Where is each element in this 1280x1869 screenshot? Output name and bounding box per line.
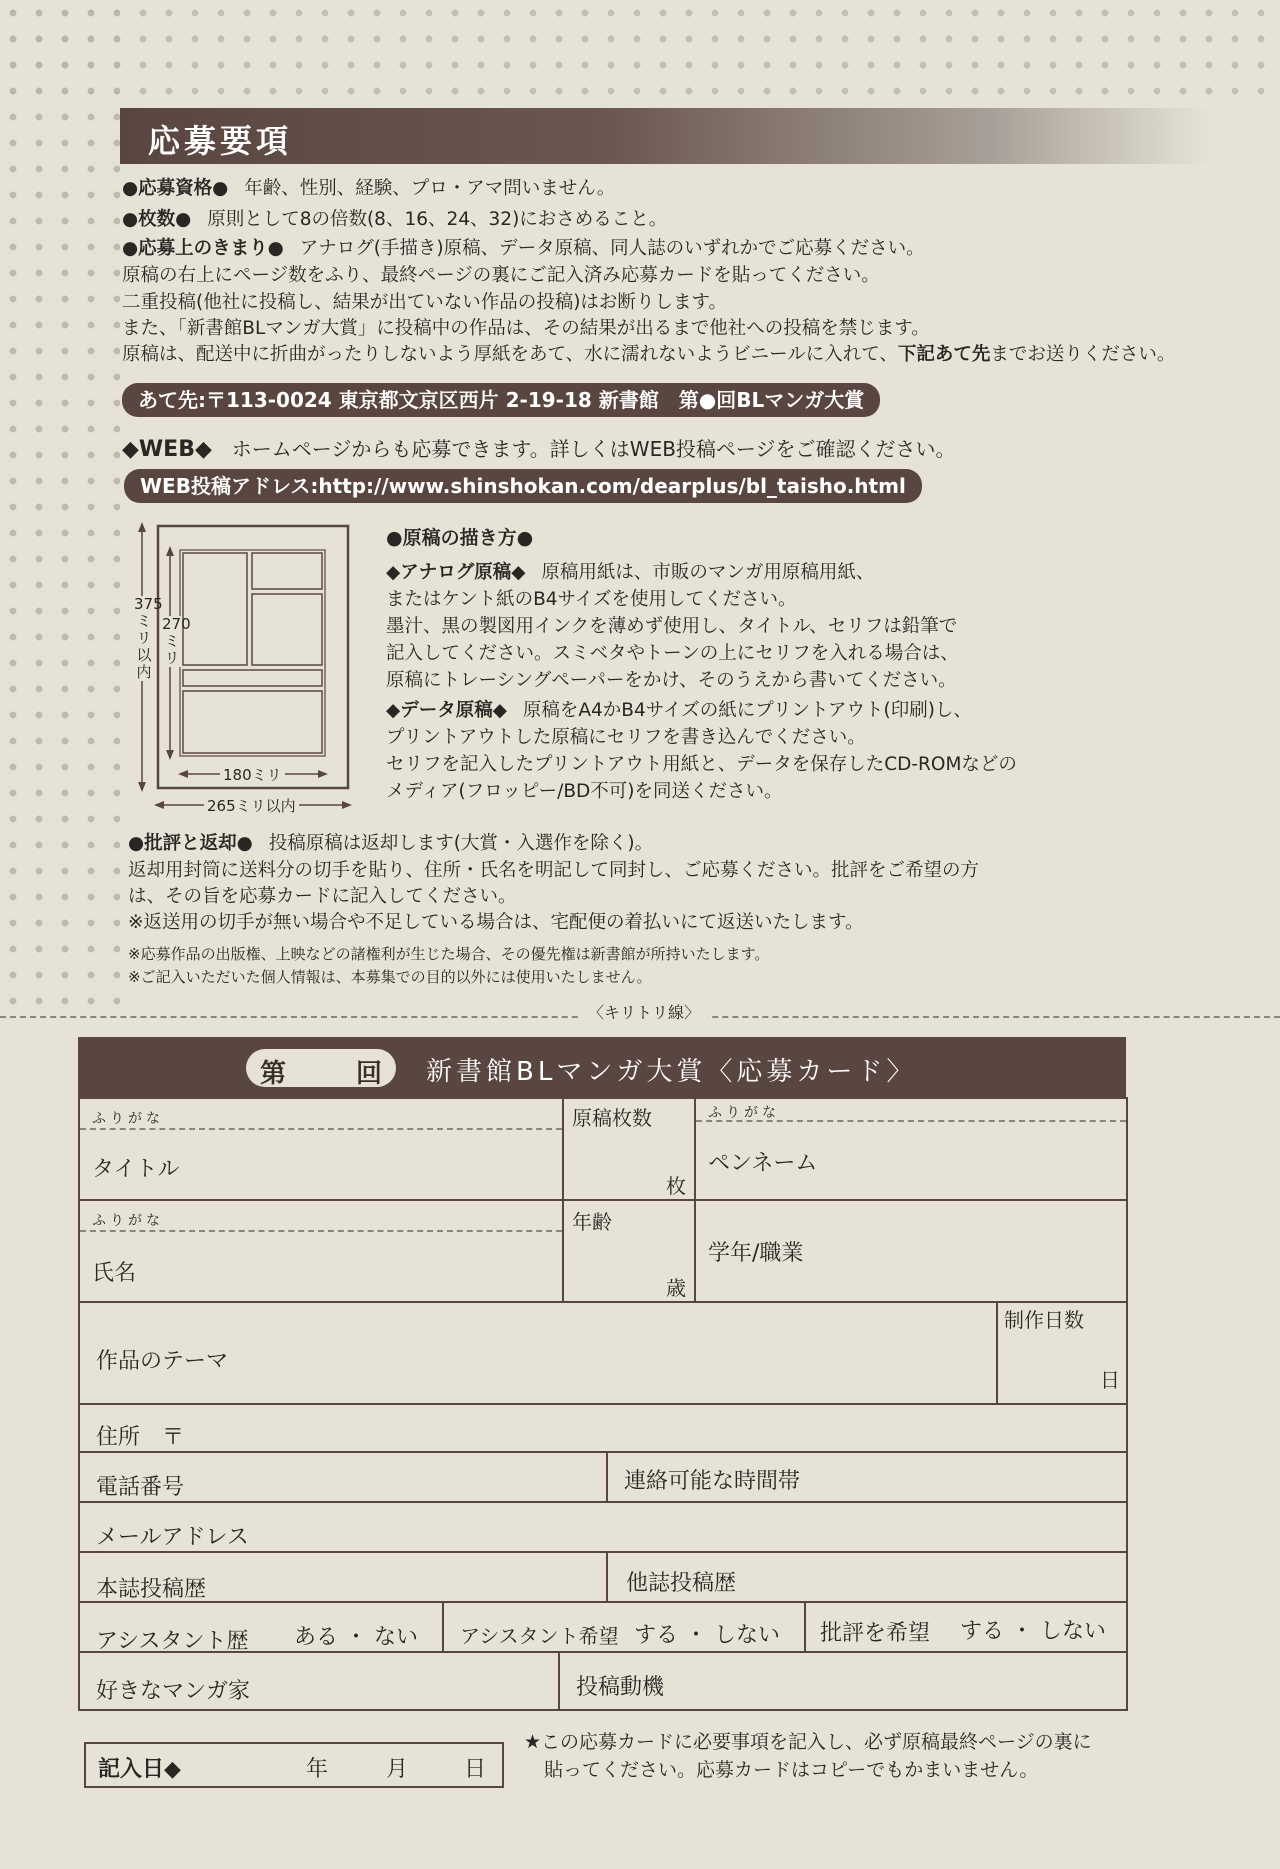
date-month: 月 bbox=[386, 1757, 409, 1782]
data-line-1: ◆データ原稿◆ 原稿をA4かB4サイズの紙にプリントアウト(印刷)し、 bbox=[386, 700, 972, 721]
eligibility-text: 年齢、性別、経験、プロ・アマ問いません。 bbox=[244, 178, 616, 199]
web-label: ◆WEB◆ bbox=[122, 437, 212, 462]
analog-line-4: 記入してください。スミベタやトーンの上にセリフを入れる場合は、 bbox=[386, 643, 959, 664]
assistant-wish-label: アシスタント希望 bbox=[460, 1624, 619, 1648]
requirements-title: 応募要項 bbox=[148, 122, 293, 160]
requirements-header bbox=[120, 108, 1210, 164]
data-line-4: メディア(フロッピー/BD不可)を同送ください。 bbox=[386, 781, 783, 802]
title-furigana: ふりがな bbox=[92, 1111, 164, 1127]
email-label: メールアドレス bbox=[96, 1525, 249, 1550]
card-notice-1: ★この応募カードに必要事項を記入し、必ず原稿最終ページの裏に bbox=[524, 1731, 1092, 1753]
outer-height-label: 375ミリ以内 bbox=[134, 595, 163, 681]
date-day: 日 bbox=[464, 1757, 487, 1782]
cut-line-label: 〈キリトリ線〉 bbox=[580, 1000, 708, 1023]
phone-label: 電話番号 bbox=[96, 1475, 185, 1500]
pages-label: ●枚数● bbox=[122, 209, 192, 230]
web-address-banner[interactable]: WEB投稿アドレス:http://www.shinshokan.com/dearplus/bl_taisho.html bbox=[124, 469, 922, 503]
analog-line-2: またはケント紙のB4サイズを使用してください。 bbox=[386, 589, 797, 610]
occupation-label: 学年/職業 bbox=[708, 1241, 804, 1266]
analog-line-1: ◆アナログ原稿◆ 原稿用紙は、市販のマンガ用原稿用紙、 bbox=[386, 562, 875, 583]
rules-line-2: 原稿の右上にページ数をふり、最終ページの裏にご記入済み応募カードを貼ってください。 bbox=[122, 265, 880, 286]
favorite-label: 好きなマンガ家 bbox=[96, 1679, 251, 1704]
pages-unit: 枚 bbox=[666, 1174, 686, 1198]
assistant-wish-options[interactable]: する ・ しない bbox=[634, 1623, 780, 1648]
note-2: ※ご記入いただいた個人情報は、本募集での目的以外には使用いたしません。 bbox=[128, 968, 652, 986]
age-label: 年齢 bbox=[572, 1210, 612, 1234]
return-line-3: は、その旨を応募カードに記入してください。 bbox=[128, 886, 517, 907]
web-line bbox=[122, 436, 956, 464]
inner-width-label: 180ミリ bbox=[220, 764, 285, 785]
title-label: タイトル bbox=[92, 1157, 180, 1182]
penname-furigana: ふりがな bbox=[708, 1105, 780, 1121]
history-other-label: 他誌投稿歴 bbox=[626, 1571, 737, 1596]
assistant-label: アシスタント歴 bbox=[96, 1629, 249, 1654]
contact-time-label: 連絡可能な時間帯 bbox=[624, 1469, 801, 1494]
card-title: 新書館BLマンガ大賞〈応募カード〉 bbox=[426, 1057, 917, 1087]
data-line-3: セリフを記入したプリントアウト用紙と、データを保存したCD-ROMなどの bbox=[386, 754, 1017, 775]
web-text: ホームページからも応募できます。詳しくはWEB投稿ページをご確認ください。 bbox=[231, 437, 956, 461]
note-1: ※応募作品の出版権、上映などの諸権利が生じた場合、その優先権は新書館が所持いたします。 bbox=[128, 945, 770, 963]
penname-label: ペンネーム bbox=[708, 1151, 818, 1176]
assistant-options[interactable]: ある ・ ない bbox=[294, 1625, 418, 1650]
history-this-label: 本誌投稿歴 bbox=[96, 1577, 207, 1602]
eligibility-line bbox=[122, 176, 615, 202]
outer-width-label: 265ミリ以内 bbox=[204, 795, 299, 816]
edition-pill: 第 回 bbox=[246, 1049, 396, 1087]
name-label: 氏名 bbox=[92, 1261, 137, 1286]
rules-line-5: 原稿は、配送中に折曲がったりしないよう厚紙をあて、水に濡れないようビニールに入れて、下記あて先までお送りください。 bbox=[122, 344, 1176, 365]
address-label: 住所 〒 bbox=[96, 1425, 185, 1450]
critique-label: 批評を希望 bbox=[820, 1621, 931, 1646]
return-line-4: ※返送用の切手が無い場合や不足している場合は、宅配便の着払いにて返送いたします。 bbox=[128, 912, 864, 933]
card-header bbox=[78, 1037, 1126, 1099]
address-banner: あて先:〒113-0024 東京都文京区西片 2-19-18 新書館 第●回BLマンガ大賞 bbox=[122, 383, 880, 417]
analog-line-5: 原稿にトレーシングペーパーをかけ、そのうえから書いてください。 bbox=[386, 670, 957, 691]
rules-line-4: また、「新書館BLマンガ大賞」に投稿中の作品は、その結果が出るまで他社への投稿を禁じます。 bbox=[122, 318, 930, 339]
analog-line-3: 墨汁、黒の製図用インクを薄めず使用し、タイトル、セリフは鉛筆で bbox=[386, 616, 958, 637]
critique-options[interactable]: する ・ しない bbox=[960, 1619, 1106, 1644]
address-field[interactable] bbox=[78, 1403, 1128, 1453]
rules-line-3: 二重投稿(他社に投稿し、結果が出ていない作品の投稿)はお断りします。 bbox=[122, 292, 727, 313]
card-notice-2: 貼ってください。応募カードはコピーでもかまいません。 bbox=[544, 1759, 1039, 1781]
name-furigana: ふりがな bbox=[92, 1213, 164, 1229]
inner-height-label: 270ミリ bbox=[162, 615, 191, 667]
rules-line bbox=[122, 236, 925, 262]
pages-line bbox=[122, 207, 667, 233]
eligibility-label: ●応募資格● bbox=[122, 178, 229, 199]
theme-label: 作品のテーマ bbox=[96, 1349, 229, 1374]
date-label: 記入日◆ bbox=[98, 1757, 181, 1782]
data-line-2: プリントアウトした原稿にセリフを書き込んでください。 bbox=[386, 727, 866, 748]
rules-label: ●応募上のきまり● bbox=[122, 238, 284, 259]
draw-title: ●原稿の描き方● bbox=[386, 527, 534, 549]
pages-text: 原則として8の倍数(8、16、24、32)におさめること。 bbox=[207, 209, 668, 230]
date-year: 年 bbox=[306, 1757, 329, 1782]
pages-label: 原稿枚数 bbox=[572, 1106, 652, 1130]
rules-text: アナログ(手描き)原稿、データ原稿、同人誌のいずれかでご応募ください。 bbox=[299, 238, 925, 259]
age-unit: 歳 bbox=[666, 1276, 686, 1300]
return-line-2: 返却用封筒に送料分の切手を貼り、住所・氏名を明記して同封し、ご応募ください。批評をご希望の方 bbox=[128, 860, 980, 881]
return-line-1: ●批評と返却● 投稿原稿は返却します(大賞・入選作を除く)。 bbox=[128, 833, 654, 854]
motive-label: 投稿動機 bbox=[576, 1675, 665, 1700]
days-unit: 日 bbox=[1100, 1368, 1120, 1392]
days-label: 制作日数 bbox=[1004, 1308, 1084, 1332]
